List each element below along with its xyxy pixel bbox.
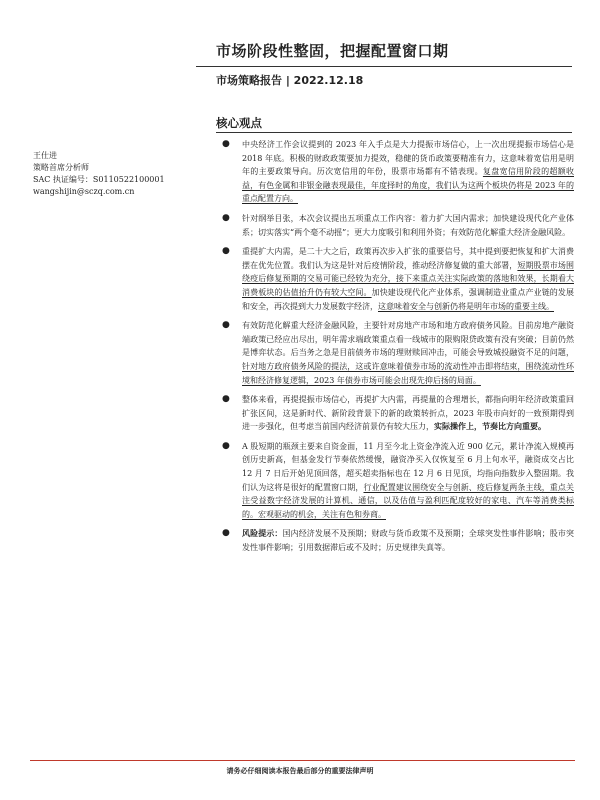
key-points-list xyxy=(220,138,574,561)
key-point-text: 这意味着安全与创新仍将是明年市场的重要主线。 xyxy=(378,301,554,311)
key-point-text: 短期股票市场围绕疫后修复预期的交易可能已经较为充分，接下来重点关注实际政策的落地和效果，长期看大消费板块的估值抬升仍有较大空间。 xyxy=(242,260,575,297)
section-divider xyxy=(216,132,572,133)
key-point-item xyxy=(220,319,574,387)
bullet-icon: ● xyxy=(222,139,230,149)
key-point-text: 行业配置建议围绕安全与创新、疫后修复两条主线，重点关注受益数字经济发展的计算机、通信，以及估值与盈利匹配度较好的家电、汽车等消费类标的。宏观驱动的机会，关注有色和券商。 xyxy=(242,482,574,519)
title-divider xyxy=(196,66,572,67)
author-license: SAC 执证编号：S0110522100001 xyxy=(33,175,165,184)
key-point-item xyxy=(220,393,574,434)
author-email: wangshijin@sczq.com.cn xyxy=(33,187,135,196)
author-block xyxy=(33,150,203,198)
report-title: 市场阶段性整固，把握配置窗口期 xyxy=(216,42,449,60)
key-point-text: 整体来看，再提提振市场信心，再提扩大内需，再提量的合理增长，都指向明年经济政策重回扩张区间，这是新时代、新阶段背景下的新的政策转折点，2023 年股市向好的一致预期得到进一步强化，但考虑当前国内经济前景仍有较大压力， xyxy=(242,395,574,432)
key-point-text: 中央经济工作会议提到的 2023 年入手点是大力提振市场信心，上一次出现提振市场信心是 2018 年底。积极的财政政策要加力提效，稳健的货币政策要精准有力，这意味着宽信用是明年的主要政策导向。历次宽信用的年份，股票市场都有不错表现。 xyxy=(242,140,574,177)
key-point-item xyxy=(220,245,574,313)
footer-disclaimer: 请务必仔细阅读本报告最后部分的重要法律声明 xyxy=(226,766,374,775)
author-role: 策略首席分析师 xyxy=(33,163,89,172)
key-point-item xyxy=(220,527,574,554)
key-point-item xyxy=(220,440,574,522)
bullet-icon: ● xyxy=(222,440,230,451)
author-name: 王仕进 xyxy=(33,151,57,160)
key-point-text: A 股短期的瓶颈主要来自资金面，11 月至今北上资金净流入近 900 亿元，累计净流入规模再创历史新高，但基金发行节奏依然缓慢，融资净买入仅恢复至 6 月上旬水平，融资成交占比 12 月 7 日后开始见顶回落，超买超卖指标也在 12 月 6 日见顶，均指向指数步入整固期。我们认为这将是很好的配置窗口期， xyxy=(242,441,574,492)
bullet-icon: ● xyxy=(222,246,230,257)
key-point-text: 复盘宽信用阶段的超额收益，有色金属和非银金融表现最佳，年度择时的角度，我们认为这两个板块仍将是 2023 年的重点配置方向。 xyxy=(242,167,574,204)
key-point-text: 风险提示： xyxy=(242,528,283,539)
key-point-text: 针对地方政府债务风险的提法，这或许意味着债券市场的流动性冲击即将结束，围绕流动性环境和经济修复逻辑，2023 年债券市场可能会出现先抑后扬的局面。 xyxy=(242,361,574,385)
key-point-text: 国内经济发展不及预期；财政与货币政策不及预期；全球突发性事件影响；股市突发性事件影响；引用数据滞后或不及时；历史规律失真等。 xyxy=(242,529,574,553)
bullet-icon: ● xyxy=(222,528,230,539)
key-point-item xyxy=(220,212,574,239)
footer-divider xyxy=(30,760,575,761)
key-point-text: 针对纲举目张，本次会议提出五项重点工作内容：着力扩大国内需求；加快建设现代化产业体系；切实落实“两个毫不动摇”；更大力度吸引和利用外资；有效防范化解重大经济金融风险。 xyxy=(242,213,574,237)
key-point-text: 有效防范化解重大经济金融风险，主要针对房地产市场和地方政府债务风险。目前房地产融资端政策已经应出尽出，明年需求端政策重点看一线城市的限购限贷政策有没有突破；目前仍然是博弈状态。后当务之急是目前债务市场的理财赎回冲击，可能会导致城投融资不足的问题， xyxy=(242,321,574,358)
key-point-item xyxy=(220,138,574,206)
bullet-icon: ● xyxy=(222,394,230,405)
report-subtitle: 市场策略报告 | 2022.12.18 xyxy=(216,74,364,87)
key-point-text: 重提扩大内需，是二十大之后，政策再次步入扩张的重要信号，其中提到要把恢复和扩大消费摆在优先位置。我们认为这是针对后疫情阶段，推动经济修复做的重大部署， xyxy=(242,247,574,270)
bullet-icon: ● xyxy=(222,212,230,223)
key-point-text: 加快建设现代化产业体系，强调制造业重点产业链的发展和安全，再次提到大力发展数字经济， xyxy=(242,287,575,311)
key-point-text: 实际操作上，节奏比方向重要。 xyxy=(434,421,546,432)
section-heading: 核心观点 xyxy=(216,116,262,130)
bullet-icon: ● xyxy=(222,320,230,331)
